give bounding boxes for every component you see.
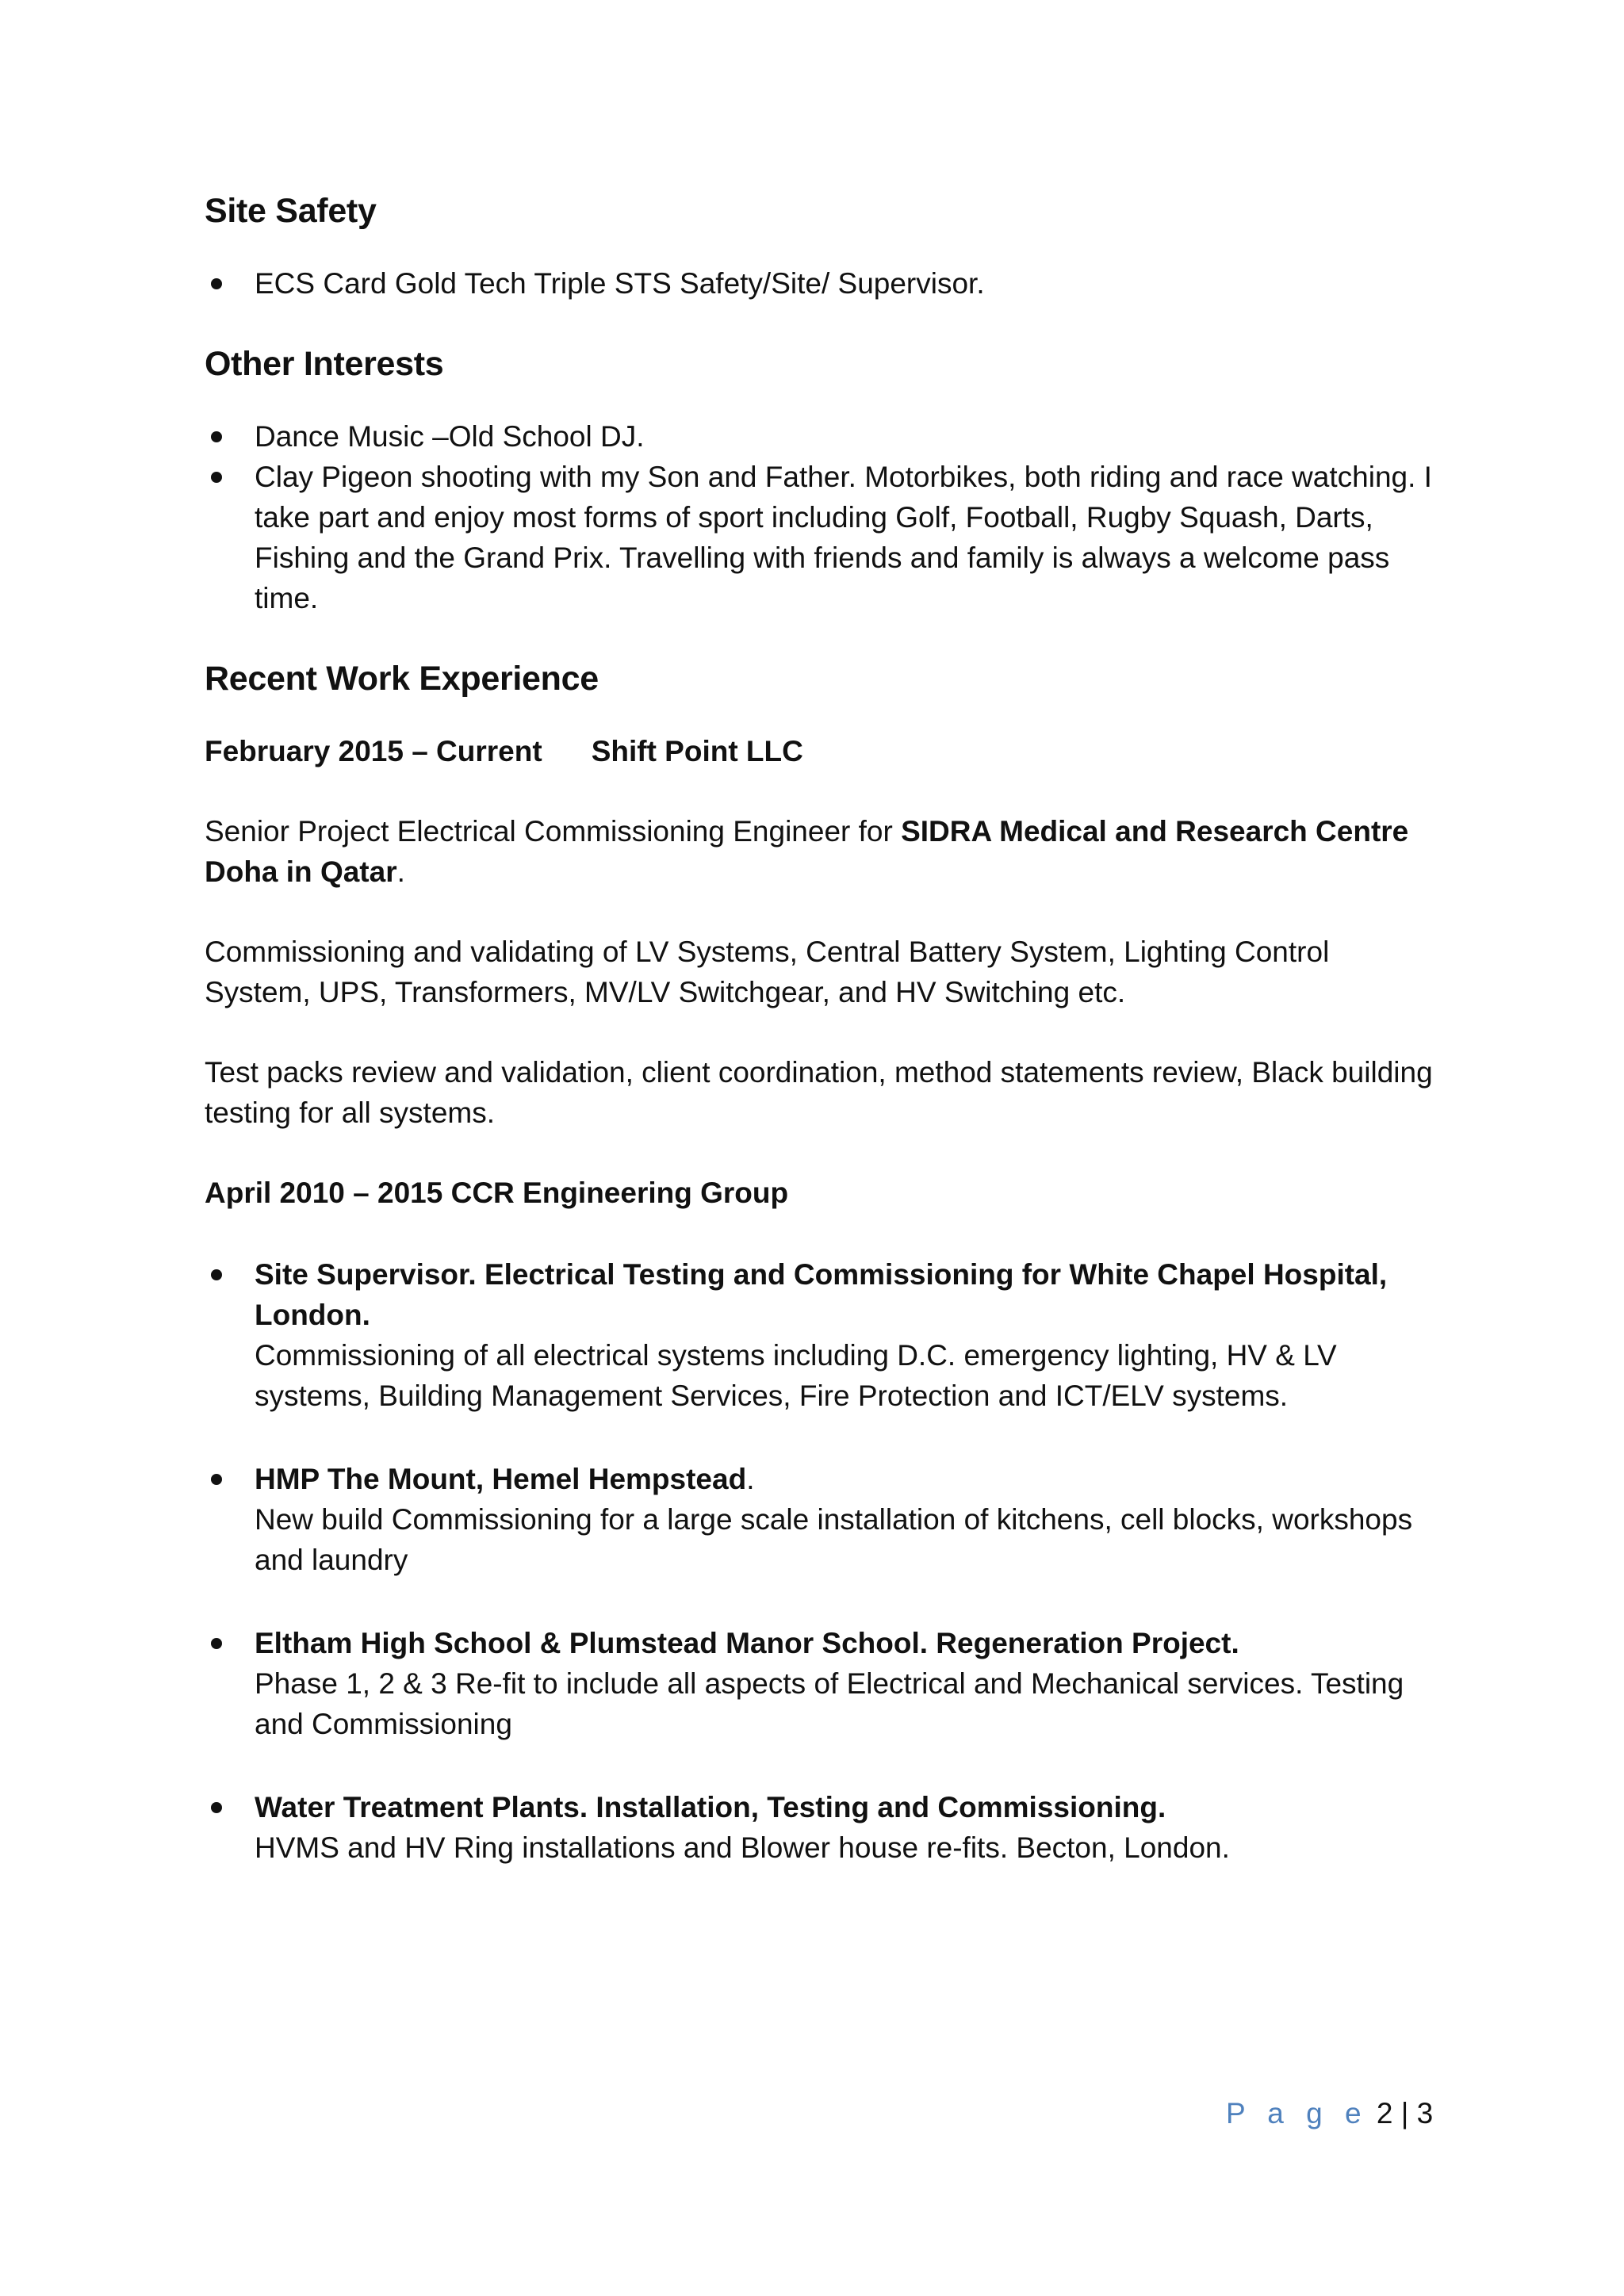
- list-item-text: Dance Music –Old School DJ.: [255, 420, 645, 453]
- bullet-icon: [211, 278, 222, 289]
- page-number: [1226, 2093, 1433, 2133]
- bullet-icon: [211, 431, 222, 442]
- project-item: [205, 1254, 1442, 1416]
- job-duties-paragraph: Commissioning and validating of LV Systems, Central Battery System, Lighting Control System, UPS, Transformers, MV/LV Switchgear, and HV Switching etc.: [205, 936, 1330, 1008]
- job-heading-shift-point: [205, 731, 1442, 771]
- role-client: SIDRA Medical and Research Centre Doha in Qatar: [205, 815, 1409, 888]
- job-role-paragraph: [205, 811, 1442, 892]
- project-description: HVMS and HV Ring installations and Blower house re-fits. Becton, London.: [255, 1831, 1230, 1864]
- heading-site-safety: Site Safety: [205, 192, 377, 230]
- project-title-suffix: .: [746, 1463, 755, 1495]
- page-current: 2: [1376, 2097, 1393, 2130]
- page-total: 3: [1416, 2097, 1434, 2130]
- list-item-text: ECS Card Gold Tech Triple STS Safety/Site/ Supervisor.: [255, 267, 985, 300]
- project-title: Site Supervisor. Electrical Testing and Commissioning for White Chapel Hospital, London.: [255, 1258, 1388, 1331]
- project-item: [205, 1623, 1442, 1744]
- ccr-projects-list: [205, 1254, 1442, 1868]
- bullet-icon: [211, 1802, 222, 1813]
- job-dates: February 2015 – Current: [205, 735, 542, 767]
- role-text: Senior Project Electrical Commissioning Engineer for: [205, 815, 902, 848]
- heading-other-interests: Other Interests: [205, 345, 444, 383]
- project-item: [205, 1787, 1442, 1868]
- job-heading-ccr: April 2010 – 2015 CCR Engineering Group: [205, 1177, 789, 1209]
- project-title: Eltham High School & Plumstead Manor School. Regeneration Project.: [255, 1627, 1239, 1659]
- list-item: [205, 416, 1442, 457]
- page-word: P a g e: [1226, 2097, 1369, 2130]
- bullet-icon: [211, 472, 222, 483]
- list-item: [205, 457, 1442, 618]
- project-title: Water Treatment Plants. Installation, Testing and Commissioning.: [255, 1791, 1166, 1823]
- page-content: [205, 187, 1442, 1868]
- job-company: Shift Point LLC: [591, 735, 803, 767]
- bullet-icon: [211, 1474, 222, 1485]
- other-interests-list: [205, 416, 1442, 618]
- bullet-icon: [211, 1638, 222, 1649]
- heading-recent-work-experience: Recent Work Experience: [205, 660, 599, 698]
- page-separator: |: [1400, 2097, 1409, 2130]
- site-safety-list: [205, 263, 1442, 304]
- project-description: Commissioning of all electrical systems including D.C. emergency lighting, HV & LV systems, Building Management Services, Fire Protection and ICT/ELV systems.: [255, 1339, 1337, 1412]
- project-description: Phase 1, 2 & 3 Re-fit to include all aspects of Electrical and Mechanical services. Testing and Commissioning: [255, 1667, 1404, 1740]
- project-title: HMP The Mount, Hemel Hempstead: [255, 1463, 747, 1495]
- bullet-icon: [211, 1269, 222, 1280]
- list-item-text: Clay Pigeon shooting with my Son and Father. Motorbikes, both riding and race watching. I take part and enjoy most forms of sport including Golf, Football, Rugby Squash, Darts, Fishing and the Grand Prix. Travelling with friends and family is always a welcome pass time.: [255, 461, 1432, 614]
- project-description: New build Commissioning for a large scale installation of kitchens, cell blocks, workshops and laundry: [255, 1503, 1413, 1576]
- role-suffix: .: [396, 855, 405, 888]
- project-item: [205, 1459, 1442, 1580]
- job-testing-paragraph: Test packs review and validation, client coordination, method statements review, Black building testing for all systems.: [205, 1056, 1433, 1129]
- list-item: [205, 263, 1442, 304]
